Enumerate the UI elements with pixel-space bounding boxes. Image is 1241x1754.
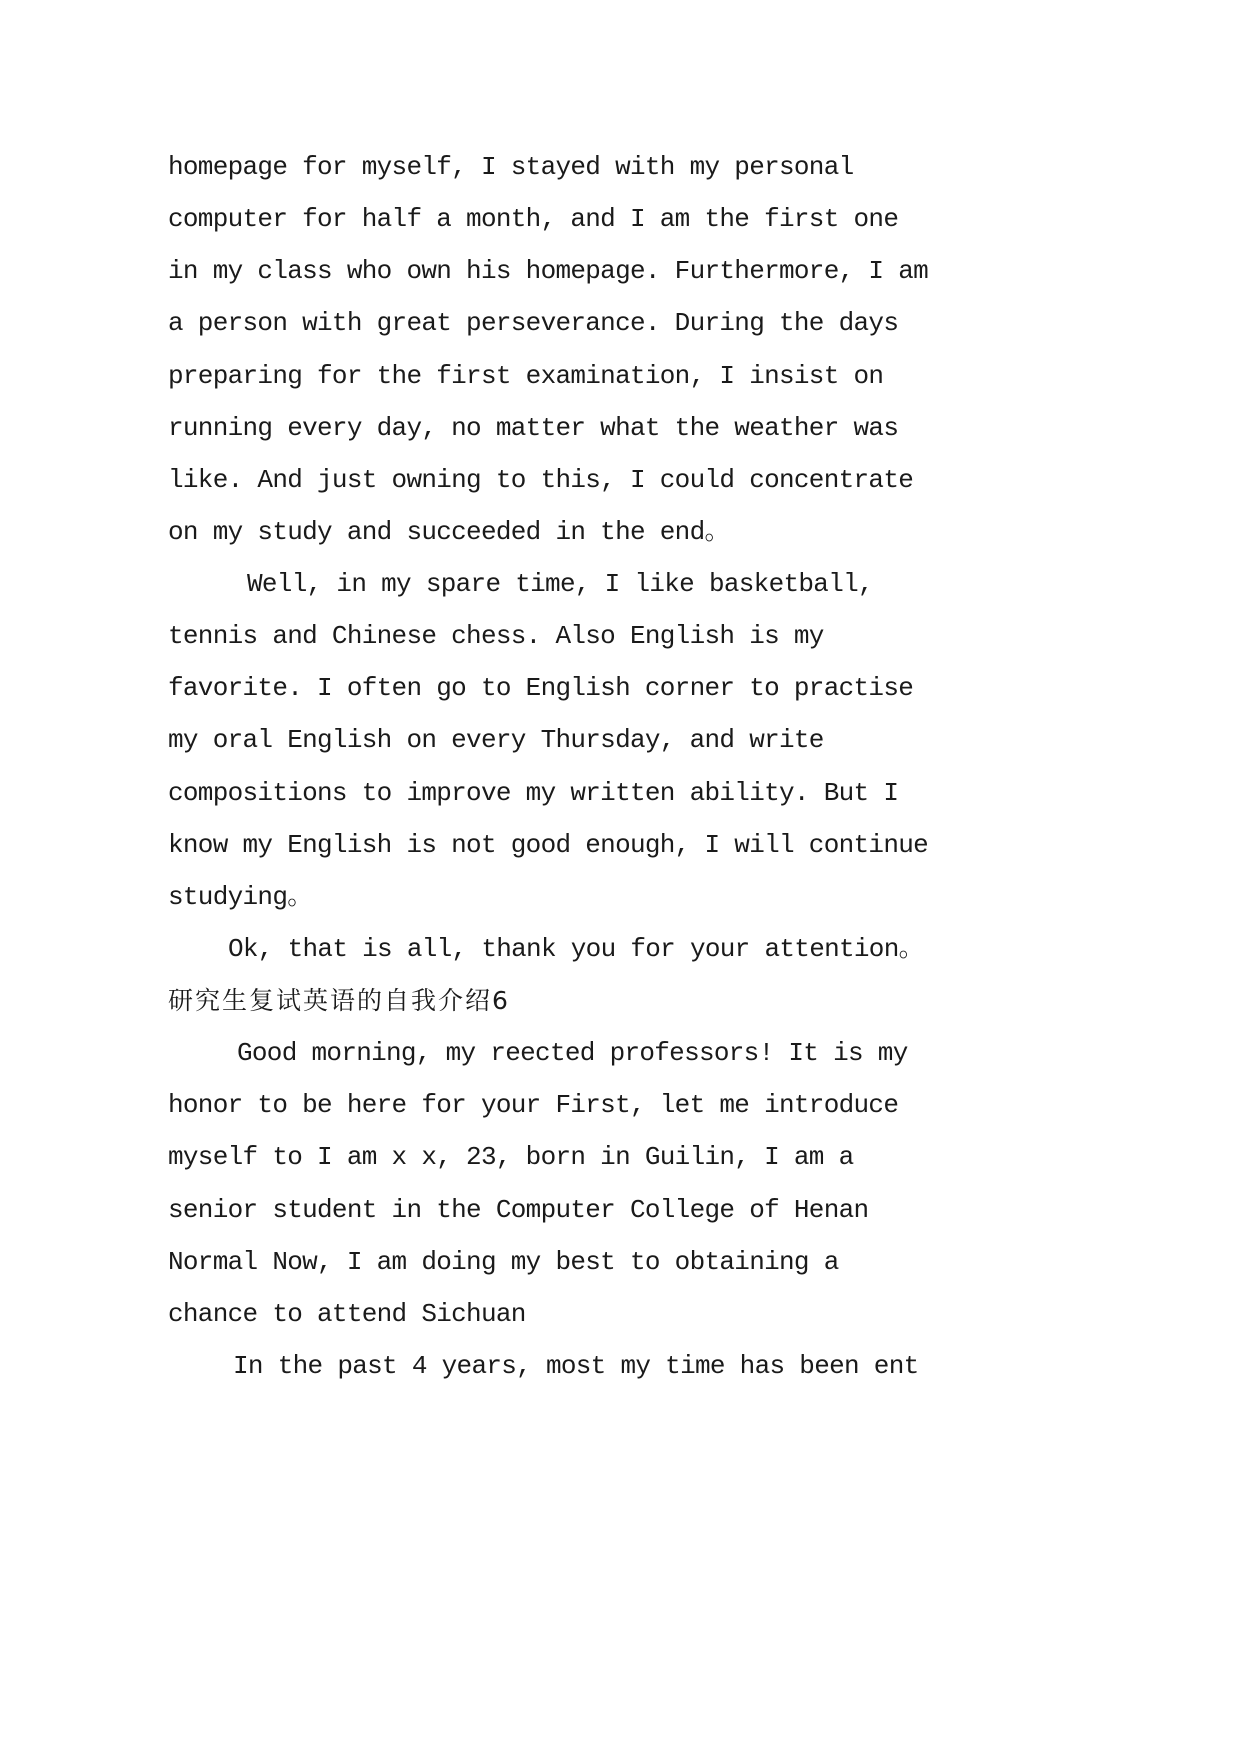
- text-line: chance to attend Sichuan: [168, 1298, 526, 1329]
- text-line: in my class who own his homepage. Furthermore, I am: [168, 256, 929, 287]
- text-line: compositions to improve my written ability. But I: [168, 777, 899, 808]
- section-heading: 研究生复试英语的自我介绍6: [168, 986, 510, 1015]
- text-line: favorite. I often go to English corner to practise: [168, 673, 914, 704]
- text-line: on my study and succeeded in the end。: [168, 516, 730, 547]
- text-line: honor to be here for your First, let me introduce: [168, 1090, 899, 1121]
- text-line: running every day, no matter what the weather was: [168, 412, 899, 443]
- text-line: Good morning, my reected professors! It is my: [237, 1038, 908, 1069]
- text-line: like. And just owning to this, I could concentrate: [168, 464, 914, 495]
- text-line: know my English is not good enough, I will continue: [168, 829, 929, 860]
- text-line: Ok, that is all, thank you for your attention。: [228, 933, 924, 964]
- text-line: preparing for the first examination, I insist on: [168, 360, 884, 391]
- text-line: computer for half a month, and I am the first one: [168, 204, 899, 235]
- text-line: studying。: [168, 881, 313, 912]
- text-line: In the past 4 years, most my time has been ent: [233, 1350, 919, 1381]
- text-line: Normal Now, I am doing my best to obtaining a: [168, 1246, 839, 1277]
- text-line: tennis and Chinese chess. Also English is my: [168, 621, 824, 652]
- document-body: [168, 141, 940, 1392]
- text-line: a person with great perseverance. During the days: [168, 308, 899, 339]
- text-line: senior student in the Computer College of Henan: [168, 1194, 869, 1225]
- text-line: Well, in my spare time, I like basketball,: [247, 569, 873, 599]
- text-line: my oral English on every Thursday, and write: [168, 725, 824, 756]
- text-line: homepage for myself, I stayed with my personal: [168, 152, 854, 182]
- text-line: myself to I am x x, 23, born in Guilin, I am a: [168, 1142, 854, 1173]
